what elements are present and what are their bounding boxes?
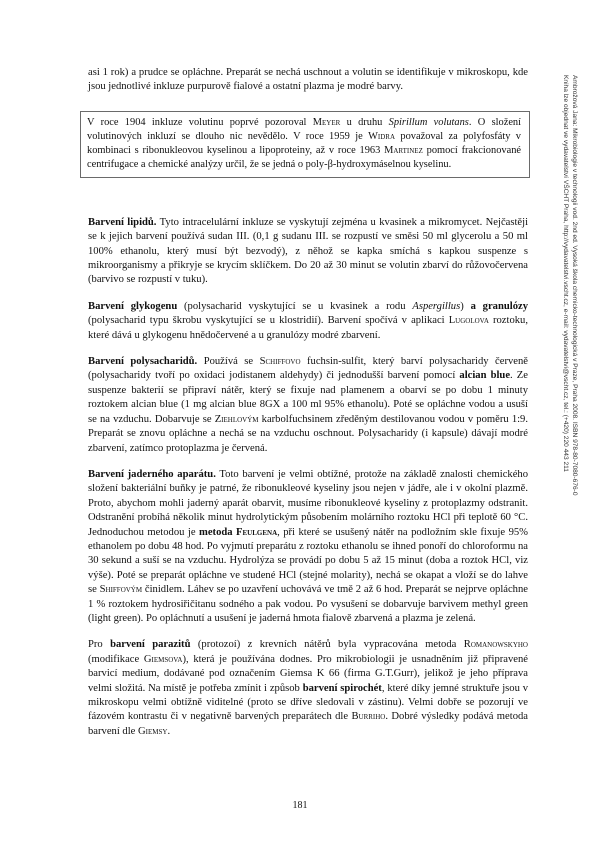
history-paragraph: V roce 1904 inkluze volutinu poprvé pozoroval Meyer u druhu Spirillum volutans. O složení volutinových inkluzí se dlouho nic nevědělo. V roce 1959 je Widra považoval za polyfosfáty v kombinaci s ribonukleovou kyselinou a lipoproteiny, až v roce 1963 Martinez pomocí frakcionované centrifugace a chemické analýzy určil, že se jedná o poly-β-hydroxymáselnou kyselinu.: [87, 116, 522, 170]
parasites-section: Pro barvení parazitů (protozoí) z krevních nátěrů byla vypracována metoda Romanowskyho (modifikace Giemsova), která je používána dodnes. Pro mikrobiologii je usnadněním již připravené barvicí medium, dodávané pod označením Giemsa K 66 (firma G.T.Gurr), jelikož je jeho příprava velmi složitá. Na místě je potřeba zmínit i způsob barvení spirochét, které díky jemné struktuře jsou v mikroskopu velmi obtížně viditelné (proto se dříve sledovali v zástinu). Velmi dobře se pozorují ve fázovém kontrastu či v negativně barvených preparátech dle Burriho. Dobré výsledky podává metoda barvení dle Giemsy.: [88, 639, 529, 737]
parasites-heading: barvení parazitů: [110, 639, 191, 651]
granulosis-heading: a granulózy: [470, 300, 528, 312]
side-citation-line1: Ambrožová Jana: Mikrobiologie v technologii vod. 2nd ed. Vysoká škola chemicko-technologická v Praze, Praha 2008. ISBN 978-80-7080-676-0: [571, 75, 578, 496]
polysaccharides-section: Barvení polysacharidů. Používá se Schiffovo fuchsin-sulfit, který barví polysacharidy červeně (polysacharidy tvoří po oxidaci jodistanem aldehydy) či jednodušší barvení pomocí alcian blue. Ze suspenze bakterií se připraví nátěr, který se fixuje nad plamenem a obarví se po dobu 1 minuty roztokem alcian blue (1 mg alcian blue 8GX a 100 ml 95% ethanolu). Poté se opláchne vodou a usuší se na vzduchu. Dobarvuje se Ziehlovým karbolfuchsinem zředěným destilovanou vodou v poměru 1:9. Preparát se znovu opláchne a nechá se na vzduchu oschnout. Polysacharidy (i kapsule) dávají modré zbarvení, zatímco protoplazma je červená.: [88, 356, 529, 454]
history-box: [80, 111, 530, 178]
species-name: Spirillum volutans: [388, 116, 469, 128]
person-meyer: Meyer: [312, 116, 341, 128]
page-number: 181: [292, 800, 308, 811]
glycogen-heading: Barvení glykogenu: [88, 300, 178, 312]
side-citation: [561, 75, 579, 496]
lipids-section: Barvení lipidů. Tyto intracelulární inkluze se vyskytují zejména u kvasinek a mikromycet. Nejčastěji se k jejich barvení používá sudan III. (0,1 g sudanu III. se rozpustí ve směsi 50 ml glycerolu a 50 ml 100% ethanolu, který musí být bezvodý), z něhož se kapka smíchá s kapkou suspenze s mikroorganismy a přikryje se krycím sklíčkem. Do 20 až 30 minut se volutin zbarví do růžovočervena (barvivo se rozpustí v tuku).: [88, 216, 529, 286]
lipids-heading: Barvení lipidů.: [88, 216, 157, 228]
nuclear-section: Barvení jaderného aparátu. Toto barvení je velmi obtížné, protože na základě znalosti chemického složení bakteriální buňky je patrné, že ribonukleové kyseliny jsou nejen v jádře, ale i v okolní plazmě. Proto, abychom mohli jaderný aparát obarvit, musíme ribonukleové kyseliny z protoplazmy odstranit. Odstranění probíhá několik minut hydrolytickým působením molárního roztoku HCl při teplotě 60 °C. Jednoduchou metodou je metoda Feulgena, při které se usušený nátěr na podložním skle fixuje 95% ethanolem po dobu 48 hod. Po vyjmutí preparátu z roztoku ethanolu se ihned ponoří do chloroformu na 30 sekund a suší se na vzduchu. Hydrolýza se provádí po dobu 5 až 15 minut (doba a roztok HCl, viz výše). Poté se preparát opláchne ve studené HCl (stejné molarity), nechá se okapat a vloží se do lahve se Shiffovým činidlem. Láhev se po uzavření uchovává ve tmě 2 až 6 hod. Preparát se nejprve opláchne 1 % roztokem hydrosiřičitanu sodného a pak vodou. Po vysušení se dobarvuje barvivem methyl green (light green). Po opláchnutí a usušení je jaderná hmota fialově zbarvená a plazma je zelená.: [88, 468, 529, 624]
page-content: [88, 66, 528, 739]
polysaccharides-heading: Barvení polysacharidů.: [88, 356, 198, 368]
nuclear-heading: Barvení jaderného aparátu.: [88, 468, 216, 480]
person-martinez: Martinez: [384, 144, 423, 156]
side-citation-line2: Kniha lze objednat ve vydavatelství VŠCHT Praha, http://vydavatelstvi.vscht.cz, e-mail: vydavatelstvi@vscht.cz, tel.: (+420) 220 443 211: [562, 75, 569, 472]
intro-paragraph: asi 1 rok) a prudce se opláchne. Preparát se nechá uschnout a volutin se identifikuje v mikroskopu, kde jsou jednotlivé inkluze purpurově fialové a ostatní plazma je modré barvy.: [88, 67, 528, 93]
person-widra: Widra: [368, 130, 396, 142]
glycogen-section: Barvení glykogenu (polysacharid vyskytující se u kvasinek a rodu Aspergillus) a granulózy (polysacharid typu škrobu vyskytující se u klostridií). Barvení spočívá v aplikaci Lugolova roztoku, které dává u glykogenu hnědočervené a u granulózy modré zbarvení.: [88, 300, 528, 341]
